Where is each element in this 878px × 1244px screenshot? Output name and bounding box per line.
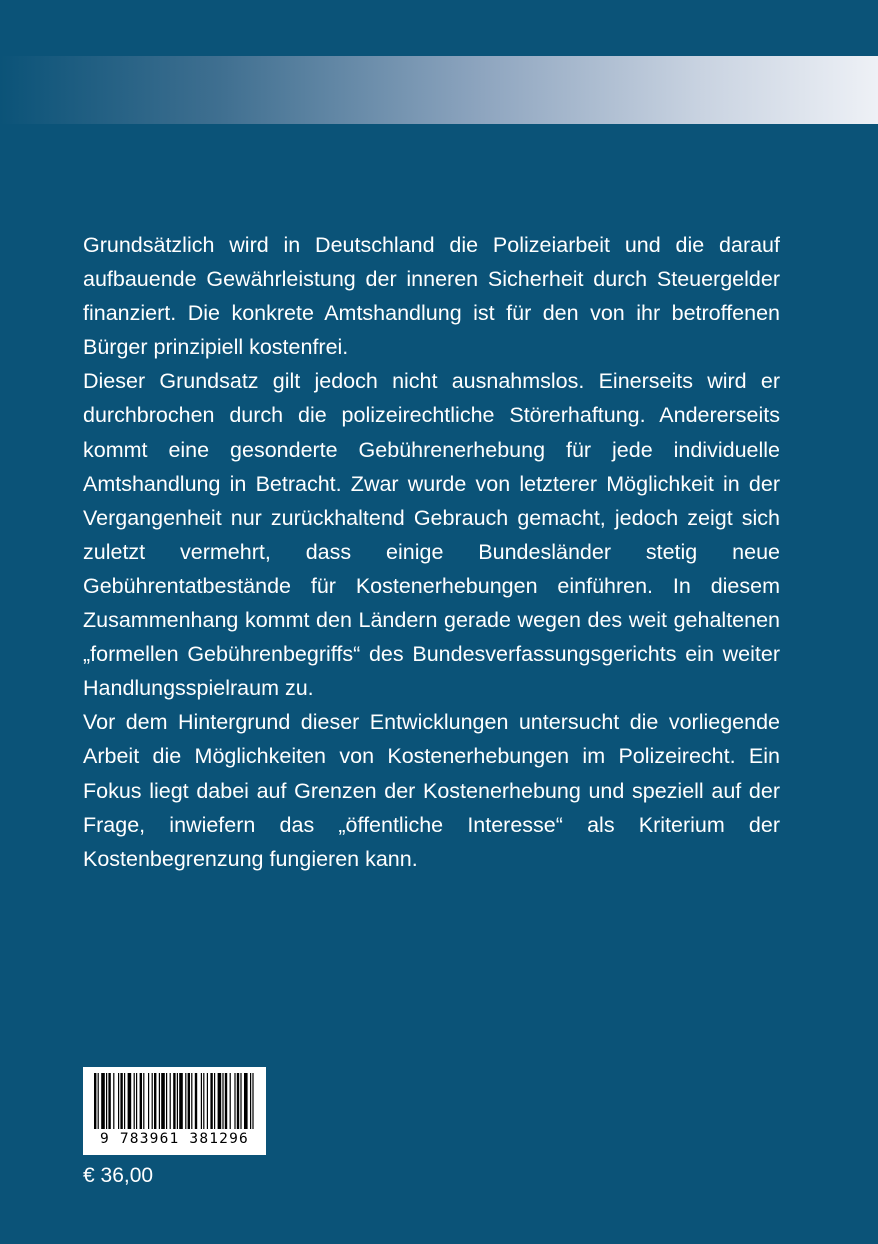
barcode-bar — [98, 1073, 99, 1129]
barcode-bar — [218, 1073, 222, 1129]
barcode-bar — [152, 1073, 153, 1129]
barcode-bar — [173, 1073, 175, 1129]
barcode-bar — [94, 1073, 96, 1129]
isbn-barcode — [83, 1067, 266, 1155]
barcode-bar — [244, 1073, 248, 1129]
barcode-bar — [237, 1073, 239, 1129]
barcode-bar — [106, 1073, 107, 1129]
barcode-bar — [250, 1073, 251, 1129]
barcode-bar — [159, 1073, 160, 1129]
barcode-bar — [234, 1073, 235, 1129]
barcode-bar — [177, 1073, 178, 1129]
isbn-number: 9 783961 381296 — [100, 1131, 249, 1147]
blurb-paragraph-2: Dieser Grundsatz gilt jedoch nicht ausnahmslos. Einerseits wird er durchbrochen durch die polizeirechtliche Störerhaftung. Andererseits kommt eine gesonderte Gebührenerhebung für jede individuelle Amtshandlung in Betracht. Zwar wurde von letzterer Möglichkeit in der Vergangenheit nur zurückhaltend Gebrauch gemacht, jedoch zeigt sich zuletzt vermehrt, dass einige Bundesländer stetig neue Gebührentatbestände für Kostenerhebungen einführen. In diesem Zusammenhang kommt den Ländern gerade wegen des weit gehaltenen „formellen Gebührenbegriffs“ des Bundesverfassungsgerichts ein weiter Handlungsspielraum zu. — [83, 369, 780, 701]
barcode-bar — [120, 1073, 122, 1129]
barcode-bar — [170, 1073, 171, 1129]
barcode-bar — [128, 1073, 132, 1129]
barcode-bar — [188, 1073, 190, 1129]
barcode-bar — [118, 1073, 119, 1129]
barcode-bar — [222, 1073, 223, 1129]
barcode-bar — [214, 1073, 215, 1129]
barcode-bar — [201, 1073, 202, 1129]
barcode-bars — [94, 1073, 255, 1129]
barcode-bar — [166, 1073, 167, 1129]
barcode-bar — [161, 1073, 165, 1129]
barcode-bar — [148, 1073, 149, 1129]
back-cover-blurb — [83, 228, 780, 876]
blurb-paragraph-3: Vor dem Hintergrund dieser Entwicklungen untersucht die vorliegende Arbeit die Möglichkeiten von Kostenerhebungen im Polizeirecht. Ein Fokus liegt dabei auf Grenzen der Kostenerhebung und speziell auf der Frage, inwiefern das „öffentliche Interesse“ als Kriterium der Kostenbegrenzung fungieren kann. — [83, 710, 780, 871]
barcode-bar — [230, 1073, 231, 1129]
barcode-bar — [185, 1073, 186, 1129]
barcode-bar — [240, 1073, 241, 1129]
barcode-bar — [179, 1073, 183, 1129]
barcode-bar — [108, 1073, 110, 1129]
barcode-bar — [154, 1073, 156, 1129]
gradient-band — [0, 56, 878, 124]
barcode-bar — [101, 1073, 105, 1129]
barcode-bar — [252, 1073, 253, 1129]
barcode-bar — [225, 1073, 227, 1129]
barcode-bar — [203, 1073, 204, 1129]
barcode-bar — [195, 1073, 197, 1129]
barcode-bar — [124, 1073, 125, 1129]
barcode-bar — [210, 1073, 212, 1129]
barcode-bar — [113, 1073, 114, 1129]
barcode-bar — [134, 1073, 135, 1129]
barcode-bar — [207, 1073, 208, 1129]
blurb-paragraph-1: Grundsätzlich wird in Deutschland die Polizeiarbeit und die darauf aufbauende Gewährleistung der inneren Sicherheit durch Steuergelder finanziert. Die konkrete Amtshandlung ist für den von ihr betroffenen Bürger prinzipiell kostenfrei. — [83, 233, 780, 360]
barcode-bar — [143, 1073, 144, 1129]
price-label: € 36,00 — [83, 1164, 154, 1187]
barcode-bar — [140, 1073, 142, 1129]
barcode-bar — [191, 1073, 192, 1129]
barcode-bar — [136, 1073, 137, 1129]
